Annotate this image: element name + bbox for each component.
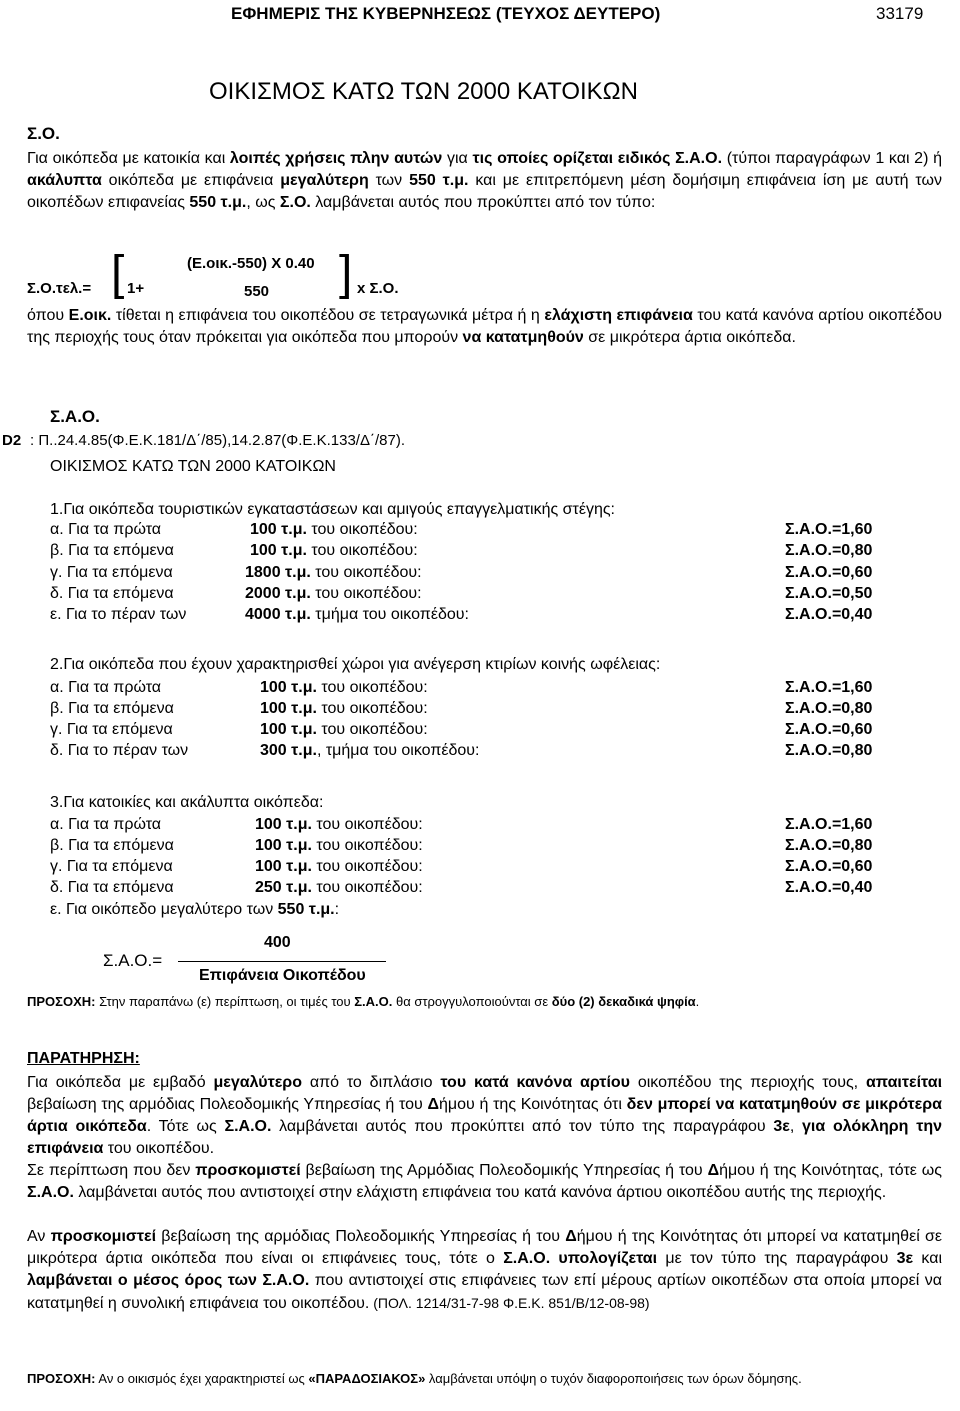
table-row: γ. Για τα επόμενα 100 τ.μ. του οικοπέδου: Σ.Α.Ο.=0,60 — [50, 858, 873, 875]
table-row: α. Για τα πρώτα 100 τ.μ. του οικοπέδου: Σ.Α.Ο.=1,60 — [50, 816, 873, 833]
section-title: ΟΙΚΙΣΜΟΣ ΚΑΤΩ ΤΩΝ 2000 ΚΑΤΟΙΚΩΝ — [209, 78, 638, 105]
table-row: β. Για τα επόμενα 100 τ.μ. του οικοπέδου: Σ.Α.Ο.=0,80 — [50, 837, 873, 854]
formula-denominator: 550 — [244, 283, 270, 300]
table-row: α. Για τα πρώτα 100 τ.μ. του οικοπέδου: Σ.Α.Ο.=1,60 — [50, 679, 873, 696]
formula2-lhs: Σ.Α.Ο.= — [103, 951, 163, 970]
remark-paragraph-1: Για οικόπεδα με εμβαδό μεγαλύτερο από το διπλάσιο του κατά κανόνα αρτίου οικοπέδου της περιοχής τους, απαιτείται βεβαίωση της αρμόδιας Πολεοδομικής Υπηρεσίας ή του Δήμου ή της Κοινότητας ότι δεν μπορεί να κατατμηθούν σε μικρότερα άρτια οικόπεδα. Τότε ως Σ.Α.Ο. λαμβάνεται αυτός που προκύπτει από τον τύπο της παραγράφου 3ε, για ολόκληρη την επιφάνεια του οικοπέδου. — [27, 1074, 943, 1157]
formula-bracket-right: ] — [339, 247, 353, 300]
table-row-extra: ε. Για οικόπεδο μεγαλύτερο των 550 τ.μ.: — [50, 901, 340, 918]
formula2-denominator: Επιφάνεια Οικοπέδου — [199, 967, 366, 984]
formula-lhs: Σ.Ο.τελ.= — [27, 280, 92, 297]
table-row: α. Για τα πρώτα 100 τ.μ. του οικοπέδου: Σ.Α.Ο.=1,60 — [50, 521, 873, 538]
formula-one-plus: 1+ — [127, 280, 145, 297]
section-2-heading: 2.Για οικόπεδα που έχουν χαρακτηρισθεί χώροι για ανέγερση κτιρίων κοινής ωφέλειας: — [50, 656, 661, 673]
formula-rhs: x Σ.Ο. — [357, 280, 399, 297]
caution-rounding: ΠΡΟΣΟΧΗ: Στην παραπάνω (ε) περίπτωση, οι τιμές του Σ.Α.Ο. θα στρογγυλοποιούνται σε δύο (2) δεκαδικά ψηφία. — [27, 994, 700, 1009]
remark-heading: ΠΑΡΑΤΗΡΗΣΗ: — [27, 1050, 140, 1067]
so-paragraph: Για οικόπεδα με κατοικία και λοιπές χρήσεις πλην αυτών για τις οποίες ορίζεται ειδικός Σ.Α.Ο. (τύποι παραγράφων 1 και 2) ή ακάλυπτα οικόπεδα με επιφάνεια μεγαλύτερη των 550 τ.μ. και με επιτρεπόμενη μέση δομήσιμη επιφάνεια ίση με αυτή των οικοπέδων επιφανείας 550 τ.μ., ως Σ.Ο. λαμβάνεται αυτός που προκύπτει από τον τύπο: — [27, 150, 942, 211]
sao-label: Σ.Α.Ο. — [50, 407, 100, 426]
d2-marker: D2 — [2, 432, 22, 449]
table-row: β. Για τα επόμενα 100 τ.μ. του οικοπέδου: Σ.Α.Ο.=0,80 — [50, 542, 873, 559]
sao-title: ΟΙΚΙΣΜΟΣ ΚΑΤΩ ΤΩΝ 2000 ΚΑΤΟΙΚΩΝ — [50, 458, 336, 475]
caution-traditional: ΠΡΟΣΟΧΗ: Αν ο οικισμός έχει χαρακτηριστεί ως «ΠΑΡΑΔΟΣΙΑΚΟΣ» λαμβάνεται υπόψη ο τυχόν διαφοροποιήσεις των όρων δόμησης. — [27, 1371, 802, 1386]
table-row: γ. Για τα επόμενα 1800 τ.μ. του οικοπέδου: Σ.Α.Ο.=0,60 — [50, 564, 873, 581]
d2-reference: : Π..24.4.85(Φ.Ε.Κ.181/Δ΄/85),14.2.87(Φ.Ε.Κ.133/Δ΄/87). — [30, 432, 405, 449]
table-row: γ. Για τα επόμενα 100 τ.μ. του οικοπέδου: Σ.Α.Ο.=0,60 — [50, 721, 873, 738]
formula-bracket-left: [ — [111, 247, 125, 300]
gazette-header: ΕΦΗΜΕΡΙΣ ΤΗΣ ΚΥΒΕΡΝΗΣΕΩΣ (ΤΕΥΧΟΣ ΔΕΥΤΕΡΟ) — [231, 4, 661, 23]
fraction-bar — [178, 961, 386, 962]
so-label: Σ.Ο. — [27, 124, 60, 143]
eoik-paragraph: όπου Ε.οικ. τίθεται η επιφάνεια του οικοπέδου σε τετραγωνικά μέτρα ή η ελάχιστη επιφάνεια του κατά κανόνα αρτίου οικοπέδου της περιοχής τους όταν πρόκειται για οικόπεδα που μπορούν να κατατμηθούν σε μικρότερα άρτια οικόπεδα. — [27, 307, 943, 346]
section-3-heading: 3.Για κατοικίες και ακάλυπτα οικόπεδα: — [50, 794, 324, 811]
table-row: ε. Για το πέραν των 4000 τ.μ. τμήμα του οικοπέδου: Σ.Α.Ο.=0,40 — [50, 606, 873, 623]
table-row: δ. Για το πέραν των 300 τ.μ., τμήμα του οικοπέδου: Σ.Α.Ο.=0,80 — [50, 742, 873, 759]
table-row: δ. Για τα επόμενα 250 τ.μ. του οικοπέδου: Σ.Α.Ο.=0,40 — [50, 879, 873, 896]
remark-paragraph-3: Αν προσκομιστεί βεβαίωση της αρμόδιας Πολεοδομικής Υπηρεσίας ή του Δήμου ή της Κοινότητας ότι μπορεί να κατατμηθεί σε μικρότερα άρτια οικόπεδα που είναι οι επιφάνειες τους, τότε ο Σ.Α.Ο. υπολογίζεται με τον τύπο της παραγράφου 3ε και λαμβάνεται ο μέσος όρος των Σ.Α.Ο. που αντιστοιχεί στις επιφάνειες των επί μέρους αρτίων οικοπέδων στα οποία μπορεί να κατατμηθεί η συνολική επιφάνεια του οικοπέδου. (ΠΟΛ. 1214/31-7-98 Φ.Ε.Κ. 851/Β/12-08-98) — [27, 1228, 943, 1312]
formula-numerator: (Ε.οικ.-550) Χ 0.40 — [187, 255, 315, 272]
remark-paragraph-2: Σε περίπτωση που δεν προσκομιστεί βεβαίωση της Αρμόδιας Πολεοδομικής Υπηρεσίας ή του Δήμου ή της Κοινότητας, τότε ως Σ.Α.Ο. λαμβάνεται αυτός που αντιστοιχεί στην ελάχιστη επιφάνεια του κατά κανόνα άρτιου οικοπέδου αυτής της περιοχής. — [27, 1162, 942, 1201]
page-number: 33179 — [876, 4, 924, 23]
section-1-heading: 1.Για οικόπεδα τουριστικών εγκαταστάσεων και αμιγούς επαγγελματικής στέγης: — [50, 501, 615, 518]
formula2-numerator: 400 — [264, 934, 291, 951]
table-row: β. Για τα επόμενα 100 τ.μ. του οικοπέδου: Σ.Α.Ο.=0,80 — [50, 700, 873, 717]
table-row: δ. Για τα επόμενα 2000 τ.μ. του οικοπέδου: Σ.Α.Ο.=0,50 — [50, 585, 873, 602]
